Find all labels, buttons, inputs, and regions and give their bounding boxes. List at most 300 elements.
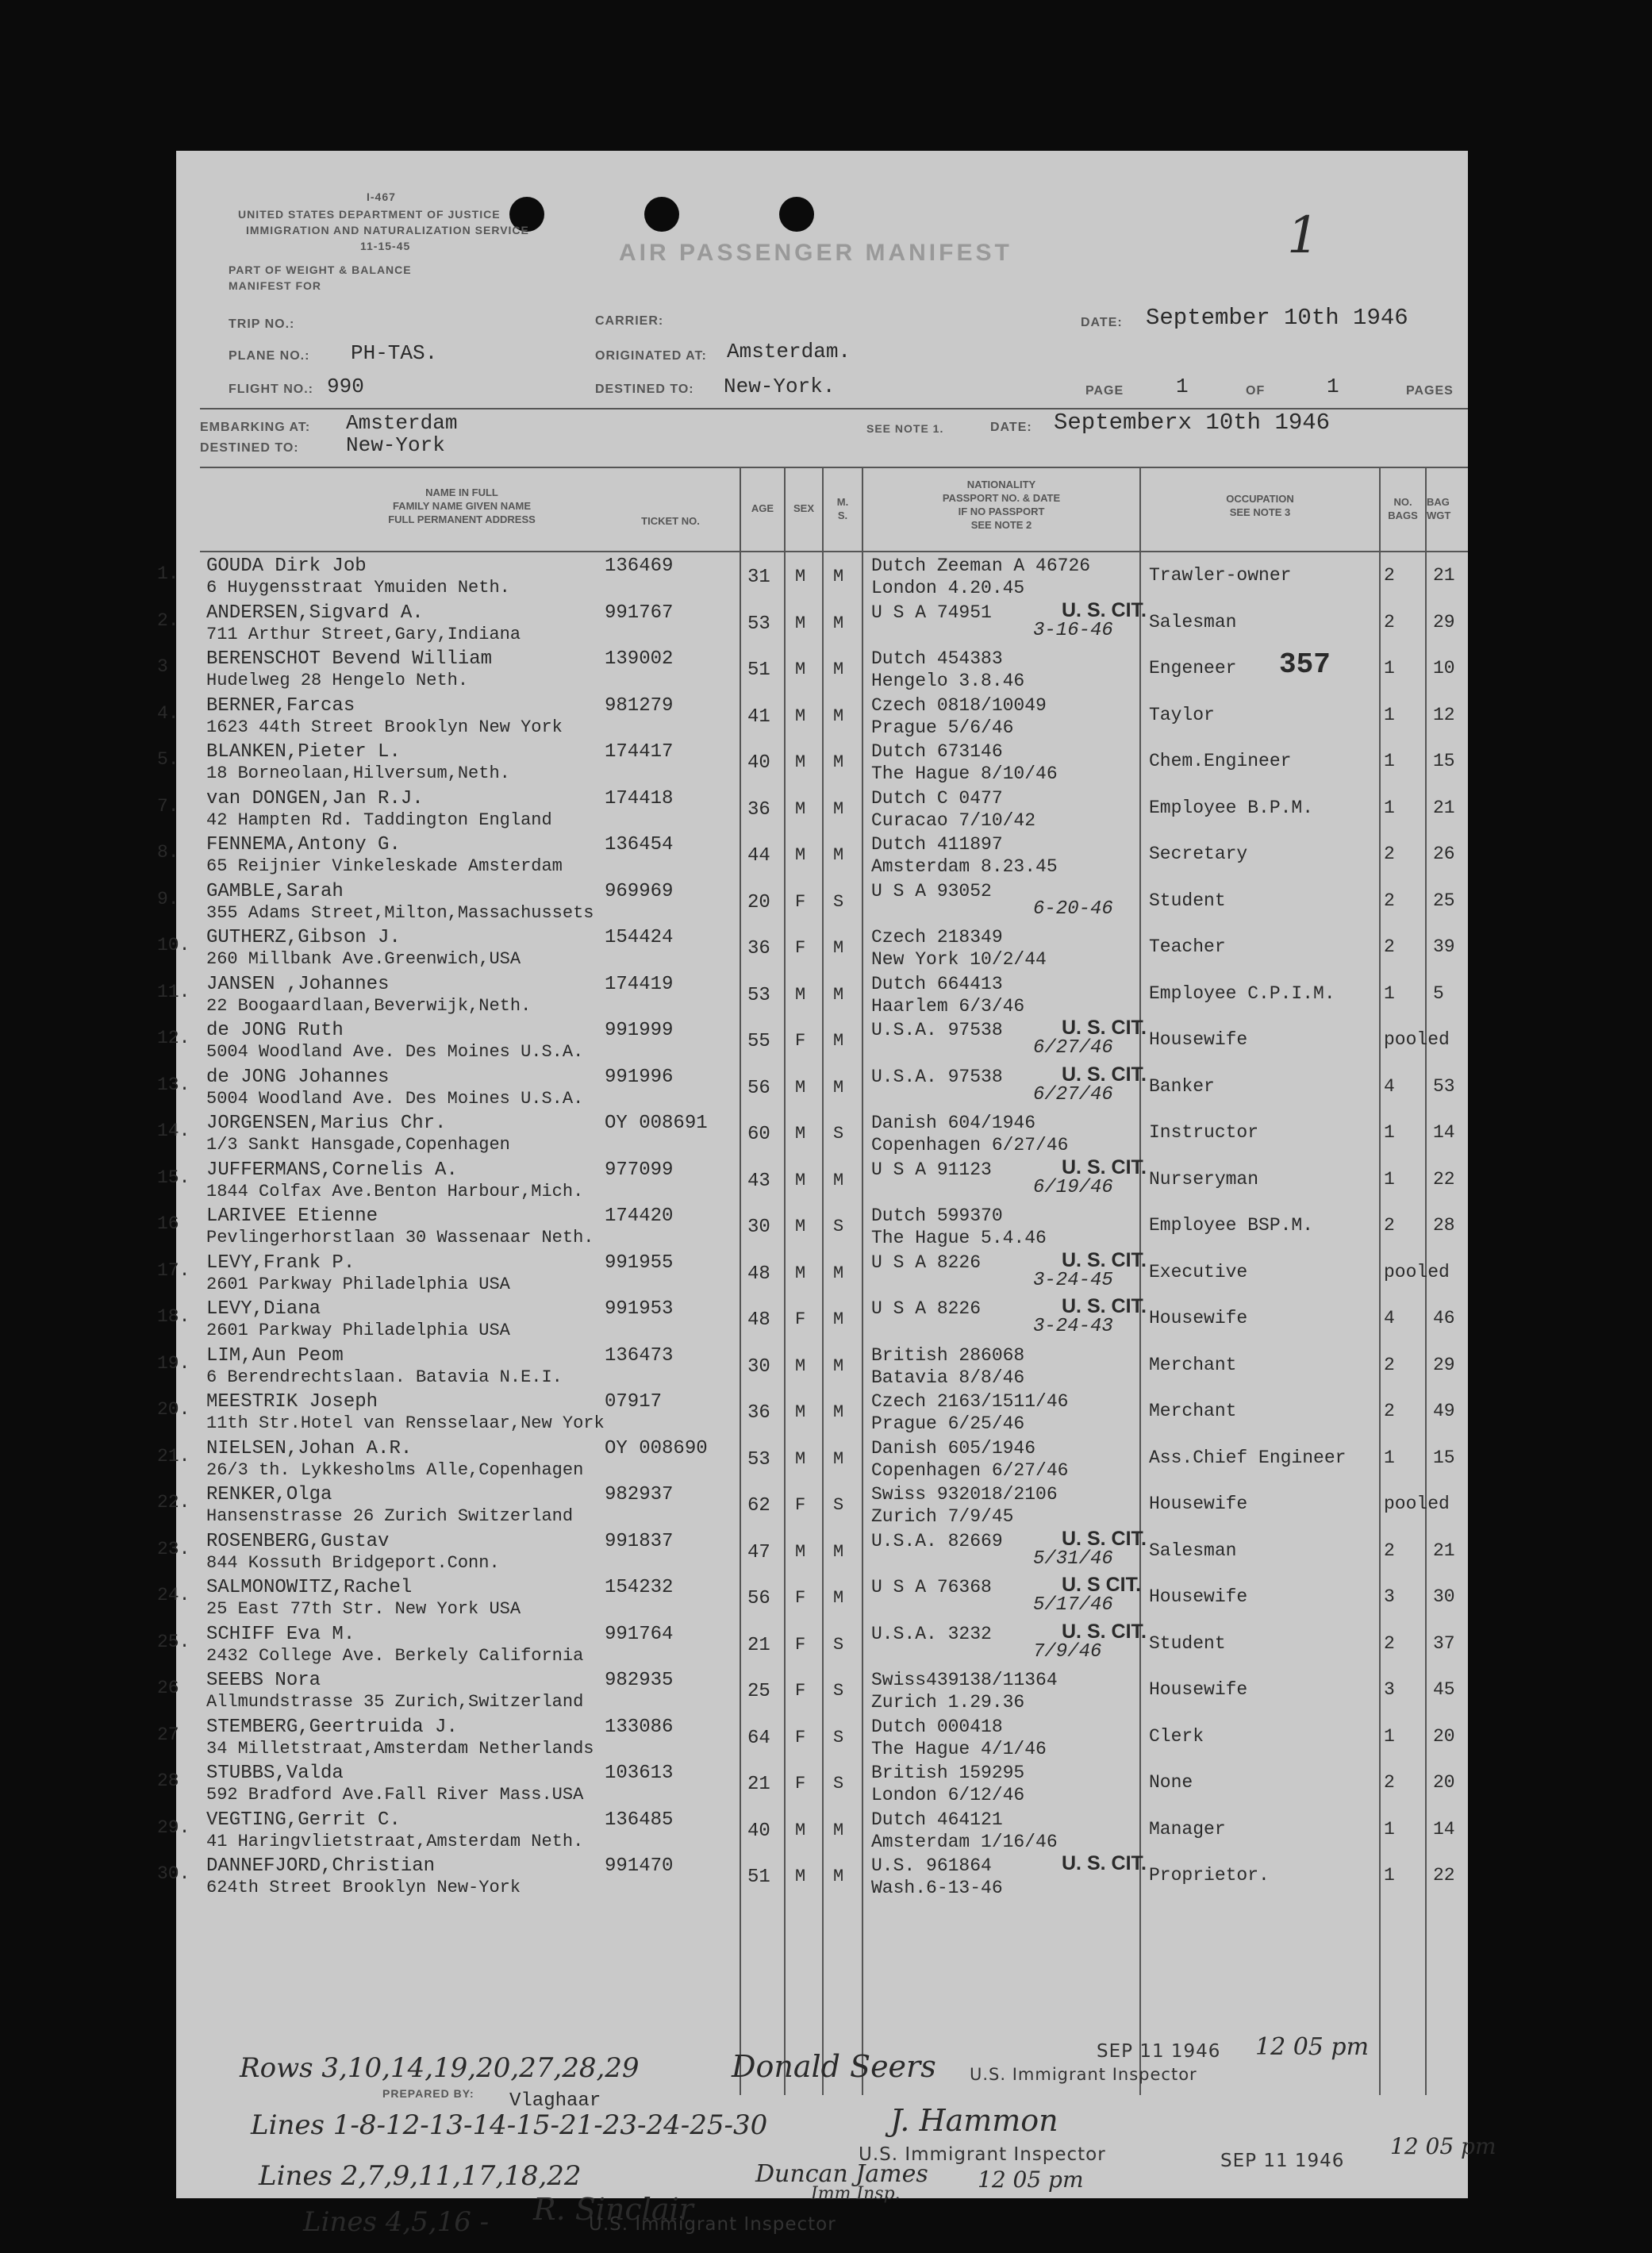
age: 25 xyxy=(747,1681,770,1702)
age: 48 xyxy=(747,1309,770,1331)
ticket-number: 969969 xyxy=(605,880,674,902)
passport-place-date: The Hague 5.4.46 xyxy=(871,1228,1047,1248)
sex: M xyxy=(795,613,806,633)
occupation: Chem.Engineer xyxy=(1149,751,1292,771)
citizen-stamp: U. S. CIT. xyxy=(1062,1295,1147,1317)
occupation: Salesman xyxy=(1149,611,1237,632)
permanent-address: 592 Bradford Ave.Fall River Mass.USA xyxy=(206,1785,584,1805)
row-number: 7. xyxy=(157,795,179,817)
passenger-name: BLANKEN,Pieter L. xyxy=(206,741,401,763)
passenger-name: STUBBS,Valda xyxy=(206,1763,344,1784)
occupation: Engeneer xyxy=(1149,658,1237,679)
handwritten-note: 3-24-45 xyxy=(1033,1269,1113,1291)
handwritten-note: 3-16-46 xyxy=(1033,619,1113,641)
marital-status: M xyxy=(833,845,844,865)
ticket-number: 991955 xyxy=(605,1251,674,1274)
sex: M xyxy=(795,567,806,586)
bag-count: 2 xyxy=(1384,565,1395,586)
nationality-passport: Dutch 673146 xyxy=(871,741,1003,762)
agency-line2: IMMIGRATION AND NATURALIZATION SERVICE xyxy=(246,224,529,236)
destined-to-label: DESTINED TO: xyxy=(595,383,694,396)
occupation: Housewife xyxy=(1149,1494,1248,1514)
inspector-4-title: U.S. Immigrant Inspector xyxy=(589,2214,836,2235)
permanent-address: 711 Arthur Street,Gary,Indiana xyxy=(206,624,521,644)
sex: F xyxy=(795,1774,806,1794)
signature-3: Duncan James xyxy=(755,2160,928,2188)
inspector-1-title: U.S. Immigrant Inspector xyxy=(970,2065,1197,2084)
passenger-name: GUTHERZ,Gibson J. xyxy=(206,927,401,948)
bag-weight: 37 xyxy=(1433,1632,1455,1654)
destined-to-2-value: New-York xyxy=(346,433,445,457)
nationality-passport: Czech 218349 xyxy=(871,927,1003,948)
passenger-name: FENNEMA,Antony G. xyxy=(206,834,401,855)
handwritten-note: 7/9/46 xyxy=(1033,1640,1102,1663)
sex: M xyxy=(795,1355,806,1376)
row-number: 20. xyxy=(157,1399,190,1420)
ticket-number: OY 008690 xyxy=(605,1437,708,1459)
passenger-name: MEESTRIK Joseph xyxy=(206,1391,378,1413)
header-marital-status: M. S. xyxy=(836,496,849,521)
age: 31 xyxy=(747,567,770,588)
nationality-passport: Dutch 599370 xyxy=(871,1205,1003,1226)
marital-status: M xyxy=(833,1402,844,1422)
occupation: Banker xyxy=(1149,1075,1215,1097)
sex: F xyxy=(795,1309,806,1329)
permanent-address: 5004 Woodland Ave. Des Moines U.S.A. xyxy=(206,1042,584,1062)
ticket-number: 991767 xyxy=(605,602,674,624)
row-number: 22. xyxy=(157,1492,190,1513)
citizen-stamp: U. S CIT. xyxy=(1062,1574,1142,1596)
age: 48 xyxy=(747,1263,770,1285)
ticket-number: 991953 xyxy=(605,1298,674,1320)
ticket-number: 07917 xyxy=(605,1391,663,1413)
age: 40 xyxy=(747,1820,770,1842)
handwritten-note: 357 xyxy=(1279,648,1331,681)
passport-place-date: Curacao 7/10/42 xyxy=(871,809,1036,831)
embarking-at-value: Amsterdam xyxy=(346,411,458,435)
col-divider xyxy=(740,467,741,2095)
occupation: Employee B.P.M. xyxy=(1149,797,1314,818)
handwritten-rows-3: Lines 2,7,9,11,17,18,22 xyxy=(259,2160,582,2192)
passport-place-date: Zurich 7/9/45 xyxy=(871,1506,1014,1527)
time-note-3: 12 05 pm xyxy=(978,2166,1084,2193)
date-2-value: Septemberx 10th 1946 xyxy=(1054,409,1331,436)
nationality-passport: U S A 8226 xyxy=(871,1298,982,1319)
passenger-name: de JONG Ruth xyxy=(206,1020,344,1041)
age: 21 xyxy=(747,1634,770,1656)
row-number: 30. xyxy=(157,1863,190,1884)
nationality-passport: Swiss439138/11364 xyxy=(871,1670,1058,1690)
sex: M xyxy=(795,1820,806,1840)
bag-weight: 20 xyxy=(1433,1725,1455,1747)
marital-status: M xyxy=(833,1867,844,1886)
marital-status: M xyxy=(833,1077,844,1098)
bag-weight: 26 xyxy=(1433,844,1455,864)
bag-count: 2 xyxy=(1384,844,1395,864)
age: 62 xyxy=(747,1495,770,1517)
bag-count: 1 xyxy=(1384,797,1395,818)
sex: F xyxy=(795,938,806,958)
sex: M xyxy=(795,845,806,865)
bag-weight: 21 xyxy=(1433,797,1455,818)
occupation: Trawler-owner xyxy=(1149,565,1292,586)
sex: M xyxy=(795,1217,806,1236)
signature-2: J. Hammon xyxy=(890,2103,1058,2138)
age: 43 xyxy=(747,1170,770,1192)
permanent-address: 844 Kossuth Bridgeport.Conn. xyxy=(206,1552,500,1573)
sex: F xyxy=(795,1495,806,1515)
handwritten-note: 5/31/46 xyxy=(1033,1547,1113,1570)
permanent-address: 26/3 th. Lykkesholms Alle,Copenhagen xyxy=(206,1459,584,1480)
passenger-name: LEVY,Diana xyxy=(206,1298,321,1320)
age: 47 xyxy=(747,1541,770,1563)
ticket-number: 136473 xyxy=(605,1344,674,1367)
passport-place-date: The Hague 4/1/46 xyxy=(871,1738,1047,1759)
permanent-address: 2601 Parkway Philadelphia USA xyxy=(206,1274,510,1294)
row-number: 4. xyxy=(157,702,179,724)
occupation: Secretary xyxy=(1149,844,1248,864)
bag-count: 2 xyxy=(1384,890,1395,911)
sex: F xyxy=(795,1681,806,1701)
permanent-address: 1/3 Sankt Hansgade,Copenhagen xyxy=(206,1135,510,1155)
marital-status: S xyxy=(833,1217,844,1236)
of-value: 1 xyxy=(1327,375,1339,398)
bag-weight: 30 xyxy=(1433,1586,1455,1607)
permanent-address: 41 Haringvlietstraat,Amsterdam Neth. xyxy=(206,1831,584,1851)
bag-weight: 53 xyxy=(1433,1075,1455,1097)
permanent-address: 42 Hampten Rd. Taddington England xyxy=(206,809,552,830)
marital-status: M xyxy=(833,613,844,633)
row-number: 13. xyxy=(157,1074,190,1095)
row-number: 19. xyxy=(157,1352,190,1374)
marital-status: M xyxy=(833,1309,844,1329)
bag-count: 2 xyxy=(1384,1354,1395,1375)
ticket-number: OY 008691 xyxy=(605,1113,708,1134)
citizen-stamp: U. S. CIT. xyxy=(1062,1620,1147,1643)
ticket-number: 133086 xyxy=(605,1716,674,1738)
sex: M xyxy=(795,1867,806,1886)
bag-count: 4 xyxy=(1384,1075,1395,1097)
sex: F xyxy=(795,1727,806,1747)
nationality-passport: U.S. 961864 xyxy=(871,1855,992,1876)
age: 53 xyxy=(747,613,770,635)
passport-place-date: London 4.20.45 xyxy=(871,578,1025,598)
bag-count: 1 xyxy=(1384,982,1395,1004)
age: 53 xyxy=(747,984,770,1006)
bag-count: 1 xyxy=(1384,1725,1395,1747)
handwritten-note: 6/27/46 xyxy=(1033,1037,1113,1059)
see-note-1: SEE NOTE 1. xyxy=(866,422,944,435)
passport-place-date: Zurich 1.29.36 xyxy=(871,1692,1025,1713)
date-label: DATE: xyxy=(1081,316,1123,329)
manifest-sheet xyxy=(157,151,1496,2238)
age: 36 xyxy=(747,1402,770,1424)
passenger-name: JUFFERMANS,Cornelis A. xyxy=(206,1159,458,1181)
permanent-address: 624th Street Brooklyn New-York xyxy=(206,1878,521,1897)
age: 30 xyxy=(747,1217,770,1238)
ticket-number: 154424 xyxy=(605,927,674,948)
handwritten-note: 5/17/46 xyxy=(1033,1594,1113,1616)
age: 56 xyxy=(747,1077,770,1099)
age: 55 xyxy=(747,1031,770,1052)
marital-status: S xyxy=(833,1681,844,1701)
occupation: Manager xyxy=(1149,1818,1226,1840)
bag-weight: 22 xyxy=(1433,1865,1455,1886)
bag-count: pooled xyxy=(1384,1261,1450,1282)
plane-no-value: PH-TAS. xyxy=(351,341,438,365)
sex: M xyxy=(795,1263,806,1283)
part-of-line2: MANIFEST FOR xyxy=(229,279,321,292)
bag-count: 2 xyxy=(1384,1401,1395,1421)
row-number: 25. xyxy=(157,1631,190,1652)
passport-place-date: Amsterdam 8.23.45 xyxy=(871,856,1058,877)
passenger-name: JORGENSEN,Marius Chr. xyxy=(206,1113,447,1134)
bag-weight: 45 xyxy=(1433,1679,1455,1700)
passenger-name: SEEBS Nora xyxy=(206,1670,321,1691)
nationality-passport: Czech 0818/10049 xyxy=(871,694,1047,716)
row-number: 9. xyxy=(157,888,179,909)
bag-count: 3 xyxy=(1384,1679,1395,1700)
nationality-passport: U S A 74951 xyxy=(871,602,992,623)
permanent-address: 65 Reijnier Vinkeleskade Amsterdam xyxy=(206,856,563,876)
nationality-passport: U.S.A. 82669 xyxy=(871,1530,1003,1551)
nationality-passport: Dutch 464121 xyxy=(871,1809,1003,1830)
bag-count: 1 xyxy=(1384,1818,1395,1840)
bag-weight: 25 xyxy=(1433,890,1455,911)
passenger-name: RENKER,Olga xyxy=(206,1484,332,1505)
bag-count: 1 xyxy=(1384,751,1395,771)
flight-no-value: 990 xyxy=(327,375,364,398)
passport-place-date: Copenhagen 6/27/46 xyxy=(871,1459,1069,1481)
bag-weight: 14 xyxy=(1433,1818,1455,1840)
sex: M xyxy=(795,659,806,679)
passport-place-date: The Hague 8/10/46 xyxy=(871,763,1058,784)
row-number: 11. xyxy=(157,981,190,1002)
handwritten-rows-2: Lines 1-8-12-13-14-15-21-23-24-25-30 xyxy=(251,2109,768,2141)
bag-count: 4 xyxy=(1384,1308,1395,1328)
bag-count: 2 xyxy=(1384,1772,1395,1793)
citizen-stamp: U. S. CIT. xyxy=(1062,1852,1147,1874)
bag-count: pooled xyxy=(1384,1494,1450,1514)
sex: M xyxy=(795,1541,806,1562)
sex: M xyxy=(795,1448,806,1469)
date-value: September 10th 1946 xyxy=(1146,305,1408,331)
pages-label: PAGES xyxy=(1406,384,1454,398)
embarking-at-label: EMBARKING AT: xyxy=(200,421,311,434)
citizen-stamp: U. S. CIT. xyxy=(1062,1063,1147,1086)
passport-place-date: Prague 5/6/46 xyxy=(871,717,1014,738)
row-number: 29. xyxy=(157,1817,190,1838)
row-number: 18. xyxy=(157,1306,190,1327)
ticket-number: 174417 xyxy=(605,741,674,763)
ticket-number: 991996 xyxy=(605,1066,674,1088)
nationality-passport: Dutch 454383 xyxy=(871,648,1003,669)
col-divider xyxy=(822,467,824,2095)
passenger-name: DANNEFJORD,Christian xyxy=(206,1855,436,1877)
row-number: 28 xyxy=(157,1770,179,1791)
ticket-number: 981279 xyxy=(605,694,674,717)
bag-count: 1 xyxy=(1384,658,1395,679)
age: 36 xyxy=(747,798,770,821)
marital-status: M xyxy=(833,1031,844,1051)
sex: F xyxy=(795,891,806,912)
bag-weight: 29 xyxy=(1433,1354,1455,1375)
header-occupation: OCCUPATION SEE NOTE 3 xyxy=(1226,493,1294,518)
ticket-number: 982937 xyxy=(605,1484,674,1505)
occupation: Teacher xyxy=(1149,936,1226,957)
age: 41 xyxy=(747,706,770,728)
row-number: 23. xyxy=(157,1538,190,1559)
marital-status: S xyxy=(833,891,844,912)
nationality-passport: U S A 8226 xyxy=(871,1251,982,1273)
occupation: Student xyxy=(1149,890,1226,911)
bag-count: 2 xyxy=(1384,1632,1395,1654)
permanent-address: 22 Boogaardlaan,Beverwijk,Neth. xyxy=(206,995,532,1016)
row-number: 3 xyxy=(157,656,168,677)
occupation: Housewife xyxy=(1149,1308,1248,1328)
marital-status: M xyxy=(833,1541,844,1562)
header-nationality: NATIONALITY PASSPORT NO. & DATE IF NO PASSPORT SEE NOTE 2 xyxy=(942,479,1061,531)
permanent-address: 260 Millbank Ave.Greenwich,USA xyxy=(206,949,521,969)
permanent-address: 34 Milletstraat,Amsterdam Netherlands xyxy=(206,1738,594,1759)
bag-count: 3 xyxy=(1384,1586,1395,1607)
passport-place-date: Batavia 8/8/46 xyxy=(871,1367,1025,1388)
bag-weight: 22 xyxy=(1433,1168,1455,1190)
ticket-number: 136454 xyxy=(605,834,674,855)
passport-place-date: Wash.6-13-46 xyxy=(871,1878,1003,1898)
passenger-name: SALMONOWITZ,Rachel xyxy=(206,1577,413,1598)
nationality-passport: Dutch C 0477 xyxy=(871,787,1003,809)
passenger-name: LIM,Aun Peom xyxy=(206,1344,344,1367)
passenger-name: JANSEN ,Johannes xyxy=(206,973,390,995)
col-divider xyxy=(862,467,863,2095)
passenger-name: LEVY,Frank P. xyxy=(206,1251,355,1274)
nationality-passport: British 159295 xyxy=(871,1763,1025,1783)
handwritten-note: 6/19/46 xyxy=(1033,1176,1113,1198)
permanent-address: 6 Berendrechtslaan. Batavia N.E.I. xyxy=(206,1367,563,1387)
ticket-number: 139002 xyxy=(605,648,674,670)
passenger-name: LARIVEE Etienne xyxy=(206,1205,378,1227)
permanent-address: 18 Borneolaan,Hilversum,Neth. xyxy=(206,763,510,783)
bag-count: 1 xyxy=(1384,1865,1395,1886)
bag-weight: 10 xyxy=(1433,658,1455,679)
form-revision: 11-15-45 xyxy=(360,240,411,252)
marital-status: M xyxy=(833,659,844,679)
occupation: Housewife xyxy=(1149,1586,1248,1607)
page-value: 1 xyxy=(1176,375,1189,398)
marital-status: M xyxy=(833,984,844,1005)
nationality-passport: U.S.A. 3232 xyxy=(871,1623,992,1644)
sex: F xyxy=(795,1634,806,1655)
col-divider xyxy=(784,467,786,2095)
destined-to-value: New-York. xyxy=(724,375,836,398)
bag-weight: 29 xyxy=(1433,611,1455,632)
col-divider xyxy=(1139,467,1141,2095)
signature-4: R. Sinclair xyxy=(533,2192,693,2227)
marital-status: M xyxy=(833,798,844,819)
passenger-name: GAMBLE,Sarah xyxy=(206,880,344,902)
manifest-title: AIR PASSENGER MANIFEST xyxy=(619,240,1012,266)
age: 51 xyxy=(747,1867,770,1888)
age: 64 xyxy=(747,1727,770,1749)
header-bottom-border xyxy=(200,551,1468,552)
age: 30 xyxy=(747,1355,770,1378)
row-number: 15. xyxy=(157,1167,190,1188)
bag-weight: 28 xyxy=(1433,1215,1455,1236)
passport-place-date: Haarlem 6/3/46 xyxy=(871,995,1025,1017)
passport-place-date: London 6/12/46 xyxy=(871,1785,1025,1805)
age: 21 xyxy=(747,1774,770,1795)
table-top-border xyxy=(200,467,1468,468)
bag-weight: 15 xyxy=(1433,751,1455,771)
preparer-name: Vlaghaar xyxy=(509,2090,601,2112)
bag-count: 2 xyxy=(1384,1215,1395,1236)
sex: F xyxy=(795,1031,806,1051)
permanent-address: 6 Huygensstraat Ymuiden Neth. xyxy=(206,578,510,598)
nationality-passport: Danish 604/1946 xyxy=(871,1113,1036,1133)
age: 53 xyxy=(747,1448,770,1471)
passenger-name: van DONGEN,Jan R.J. xyxy=(206,787,424,809)
handwritten-note: 6/27/46 xyxy=(1033,1083,1113,1105)
signature-3-title: Imm Insp. xyxy=(811,2184,901,2204)
bag-count: 1 xyxy=(1384,1447,1395,1468)
nationality-passport: U.S.A. 97538 xyxy=(871,1066,1003,1087)
marital-status: M xyxy=(833,938,844,958)
flight-no-label: FLIGHT NO.: xyxy=(229,383,313,396)
header-age: AGE xyxy=(751,502,774,514)
bag-weight: 39 xyxy=(1433,936,1455,957)
row-number: 1. xyxy=(157,563,179,584)
nationality-passport: U.S.A. 97538 xyxy=(871,1020,1003,1040)
page-label: PAGE xyxy=(1085,384,1124,398)
bag-weight: 21 xyxy=(1433,1540,1455,1561)
occupation: Salesman xyxy=(1149,1540,1237,1561)
permanent-address: 2601 Parkway Philadelphia USA xyxy=(206,1321,510,1340)
nationality-passport: Dutch 000418 xyxy=(871,1716,1003,1737)
marital-status: M xyxy=(833,1355,844,1376)
permanent-address: 355 Adams Street,Milton,Massachussets xyxy=(206,902,594,923)
occupation: Housewife xyxy=(1149,1029,1248,1050)
nationality-passport: U S A 91123 xyxy=(871,1159,992,1180)
age: 20 xyxy=(747,891,770,913)
nationality-passport: Swiss 932018/2106 xyxy=(871,1484,1058,1505)
passenger-name: BERENSCHOT Bevend William xyxy=(206,648,493,670)
passenger-name: NIELSEN,Johan A.R. xyxy=(206,1437,413,1459)
date-stamp-2: SEP 11 1946 xyxy=(1220,2151,1345,2171)
bag-count: 2 xyxy=(1384,936,1395,957)
occupation: Student xyxy=(1149,1632,1226,1654)
bag-count: pooled xyxy=(1384,1029,1450,1050)
passenger-name: BERNER,Farcas xyxy=(206,694,355,717)
bag-count: 1 xyxy=(1384,1168,1395,1190)
ticket-number: 103613 xyxy=(605,1763,674,1784)
occupation: Instructor xyxy=(1149,1122,1259,1143)
carrier-label: CARRIER: xyxy=(595,314,664,328)
passport-place-date: Amsterdam 1/16/46 xyxy=(871,1831,1058,1852)
passenger-name: STEMBERG,Geertruida J. xyxy=(206,1716,458,1738)
ticket-number: 136469 xyxy=(605,556,674,577)
header-sex: SEX xyxy=(793,502,814,514)
occupation: Nurseryman xyxy=(1149,1168,1259,1190)
ticket-number: 991999 xyxy=(605,1020,674,1041)
row-number: 10. xyxy=(157,935,190,955)
sex: M xyxy=(795,1124,806,1144)
ticket-number: 174420 xyxy=(605,1205,674,1227)
sex: M xyxy=(795,752,806,772)
header-name: NAME IN FULL FAMILY NAME GIVEN NAME FULL PERMANENT ADDRESS xyxy=(388,486,536,525)
row-number: 2. xyxy=(157,609,179,631)
plane-no-label: PLANE NO.: xyxy=(229,349,310,363)
